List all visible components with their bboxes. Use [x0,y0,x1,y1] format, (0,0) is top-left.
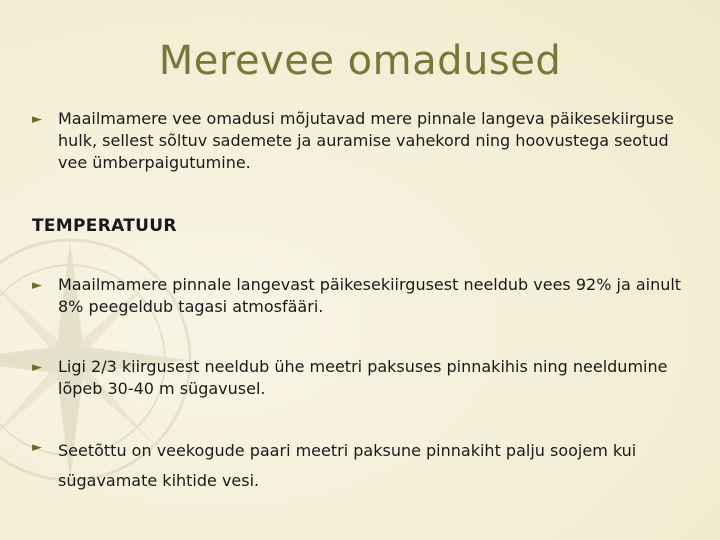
bullet-arrow-icon: ► [32,112,42,127]
bullet-arrow-icon: ► [32,360,42,375]
list-item [32,274,692,318]
list-item-text: Ligi 2/3 kiirgusest neeldub ühe meetri paksuses pinnakihis ning neeldumine lõpeb 30-40 m sügavusel. [58,357,668,398]
list-item-text: Seetõttu on veekogude paari meetri paksune pinnakiht palju soojem kui sügavamate kihtide vesi. [58,441,637,490]
bullet-arrow-icon: ► [32,278,42,293]
list-item [32,356,692,400]
intro-bullet [32,108,692,174]
list-item [32,436,692,496]
intro-bullet-text: Maailmamere vee omadusi mõjutavad mere pinnale langeva päikesekiirguse hulk, sellest sõltuv sademete ja auramise vahekord ning hoovustega seotud vee ümberpaigutumine. [58,109,674,172]
bullet-arrow-icon: ► [32,440,42,455]
list-item-text: Maailmamere pinnale langevast päikesekiirgusest neeldub vees 92% ja ainult 8% peegeldub tagasi atmosfääri. [58,275,682,316]
section-heading: TEMPERATUUR [32,216,177,236]
slide-title: Merevee omadused [158,38,562,84]
